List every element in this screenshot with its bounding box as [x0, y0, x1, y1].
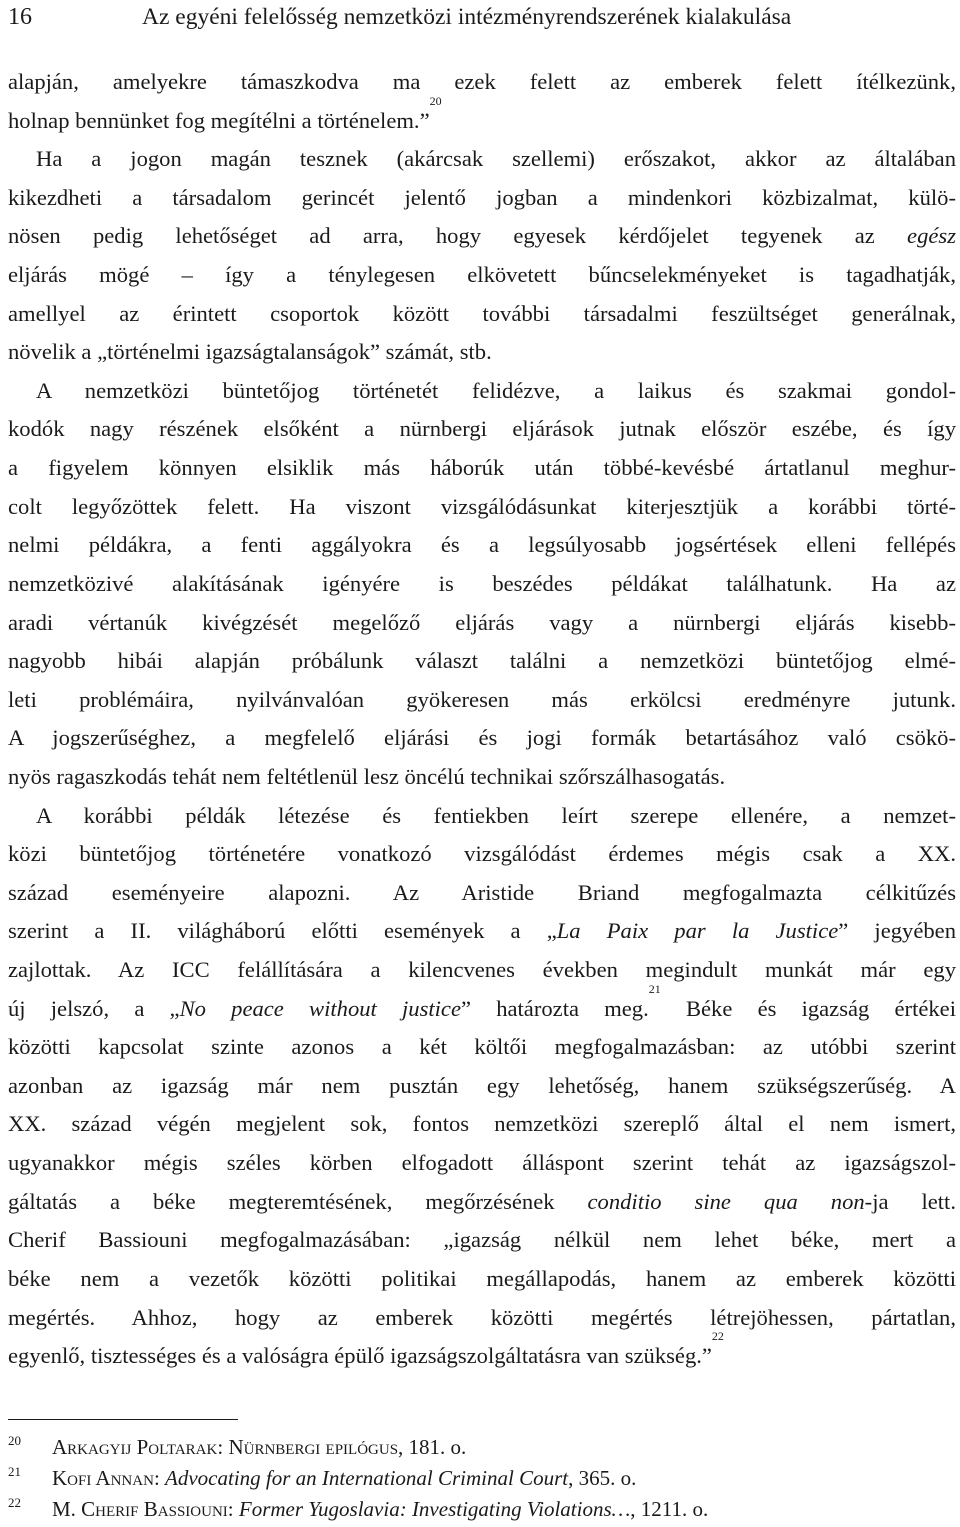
text-line: Cherif Bassiouni megfogalmazásában: „igazság nélkül nem lehet béke, mert a [8, 1227, 956, 1253]
text-line: nyös ragaszkodás tehát nem feltétlenül lesz öncélú technikai szőrszálhasogatás. [8, 763, 726, 789]
text-line: colt legyőzöttek felett. Ha viszont vizsgálódásunkat kiterjesztjük a korábbi törté- [8, 493, 956, 519]
emphasis: egész [907, 223, 956, 249]
footnote-22 [8, 1494, 956, 1524]
text-line: nemzetközivé alakításának igényére is beszédes példákat találhatunk. Ha az [8, 570, 956, 596]
text-line: század eseményeire alapozni. Az Aristide Briand megfogalmazta célkitűzés [8, 879, 956, 905]
text-line: nelmi példákra, a fenti aggályokra és a legsúlyosabb jogsértések elleni fellépés [8, 532, 956, 558]
footnote-author: Arkagyij Poltarak [52, 1435, 218, 1459]
text-line: eljárás mögé – így a ténylegesen elkövetett bűncselekményeket is tagadhatják, [8, 262, 956, 288]
text-line: egyenlő, tisztességes és a valóságra épülő igazságszolgáltatásra van szükség.”$^{22}$ [8, 1329, 724, 1369]
text-line: A jogszerűséghez, a megfelelő eljárási és jogi formák betartásához való csökö- [8, 725, 956, 751]
emphasis: No peace without justice [179, 995, 461, 1021]
footnote-text: Arkagyij Poltarak: Nürnbergi epilógus, 181. o. [52, 1435, 467, 1459]
text-line: A nemzetközi büntetőjog történetét felidézve, a laikus és szakmai gondol- [36, 377, 956, 403]
text-line: holnap bennünket fog megítélni a történelem.”$^{20}$ [8, 93, 442, 133]
text-line: közi büntetőjog történetére vonatkozó vizsgálódást érdemes mégis csak a XX. [8, 841, 956, 867]
footnote-text: M. Cherif Bassiouni: Former Yugoslavia: Investigating Violations…, 1211. o. [52, 1497, 709, 1521]
text-line: alapján, amelyekre támaszkodva ma ezek felett az emberek felett ítélkezünk, [8, 69, 956, 94]
text-line: zajlottak. Az ICC felállítására a kilencvenes években megindult munkát már egy [8, 957, 956, 983]
text-line: amellyel az érintett csoportok között további társadalmi feszültséget generálnak, [8, 300, 956, 326]
footnote-text: Kofi Annan: Advocating for an International Criminal Court, 365. o. [52, 1466, 637, 1490]
text-line: Ha a jogon magán tesznek (akárcsak szellemi) erőszakot, akkor az általában [36, 146, 956, 172]
footnote-number: 20 [8, 1433, 21, 1448]
text-line: új jelszó, a „No peace without justice” határozta meg.$^{21}$ Béke és igazság értékei [8, 981, 956, 1021]
footnote-title: Advocating for an International Criminal Court [165, 1466, 569, 1490]
footnote-author: Kofi Annan [52, 1466, 154, 1490]
text-line: azonban az igazság már nem pusztán egy lehetőség, hanem szükségszerűség. A [8, 1072, 956, 1098]
footnote-title: Nürnbergi epilógus [228, 1435, 399, 1459]
text-line: növelik a „történelmi igazságtalanságok” számát, stb. [8, 339, 492, 365]
text-line: nösen pedig lehetőséget ad arra, hogy egyesek kérdőjelet tegyenek az egész [8, 223, 956, 249]
text-line: nagyobb hibái alapján próbálunk választ találni a nemzetközi büntetőjog elmé- [8, 648, 956, 674]
text-line: a figyelem könnyen elsiklik más háborúk után többé-kevésbé ártatlanul meghur- [8, 455, 956, 481]
text-line: XX. század végén megjelent sok, fontos nemzetközi szereplő által el nem ismert, [8, 1111, 956, 1137]
running-title: Az egyéni felelősség nemzetközi intézményrendszerének kialakulása [142, 4, 792, 30]
text-line: kikezdheti a társadalom gerincét jelentő jogban a mindenkori közbizalmat, külö- [8, 184, 956, 210]
footnote-ref: 20 [429, 93, 442, 108]
text-line: szerint a II. világháború előtti események a „La Paix par la Justice” jegyében [8, 918, 956, 944]
text-line: béke nem a vezetők közötti politikai megállapodás, hanem az emberek közötti [8, 1265, 956, 1291]
footnote-20 [8, 1432, 956, 1462]
text-line: leti problémáira, nyilvánvalóan gyökeresen más erkölcsi eredményre jutunk. [8, 686, 956, 712]
footnote-ref: 22 [711, 1329, 724, 1344]
footnote-divider [8, 1419, 238, 1420]
text-line: kodók nagy részének elsőként a nürnbergi eljárások jutnak először eszébe, és így [8, 416, 956, 442]
text-line: gáltatás a béke megteremtésének, megőrzésének conditio sine qua non-ja lett. [8, 1188, 956, 1214]
text-line: ugyanakkor mégis széles körben elfogadott álláspont szerint tehát az igazságszol- [8, 1150, 956, 1176]
page-number: 16 [8, 4, 32, 30]
text-line: közötti kapcsolat szinte azonos a két költői megfogalmazásban: az utóbbi szerint [8, 1034, 956, 1060]
text-line: megértés. Ahhoz, hogy az emberek közötti megértés létrejöhessen, pártatlan, [8, 1304, 956, 1330]
footnote-title: Former Yugoslavia: Investigating Violations… [238, 1497, 631, 1521]
footnote-author: M. Cherif Bassiouni [52, 1497, 228, 1521]
emphasis: La Paix par la Justice [556, 918, 839, 944]
footnote-21 [8, 1463, 956, 1493]
text-line: aradi vértanúk kivégzését megelőző eljárás vagy a nürnbergi eljárás kisebb- [8, 609, 956, 635]
footnote-number: 22 [8, 1495, 21, 1510]
text-line: A korábbi példák létezése és fentiekben leírt szerepe ellenére, a nemzet- [36, 802, 956, 828]
footnote-ref: 21 [648, 981, 661, 996]
footnote-number: 21 [8, 1464, 21, 1479]
body-text [8, 63, 956, 1376]
emphasis: conditio sine qua non [587, 1188, 865, 1214]
page-header [0, 0, 960, 44]
